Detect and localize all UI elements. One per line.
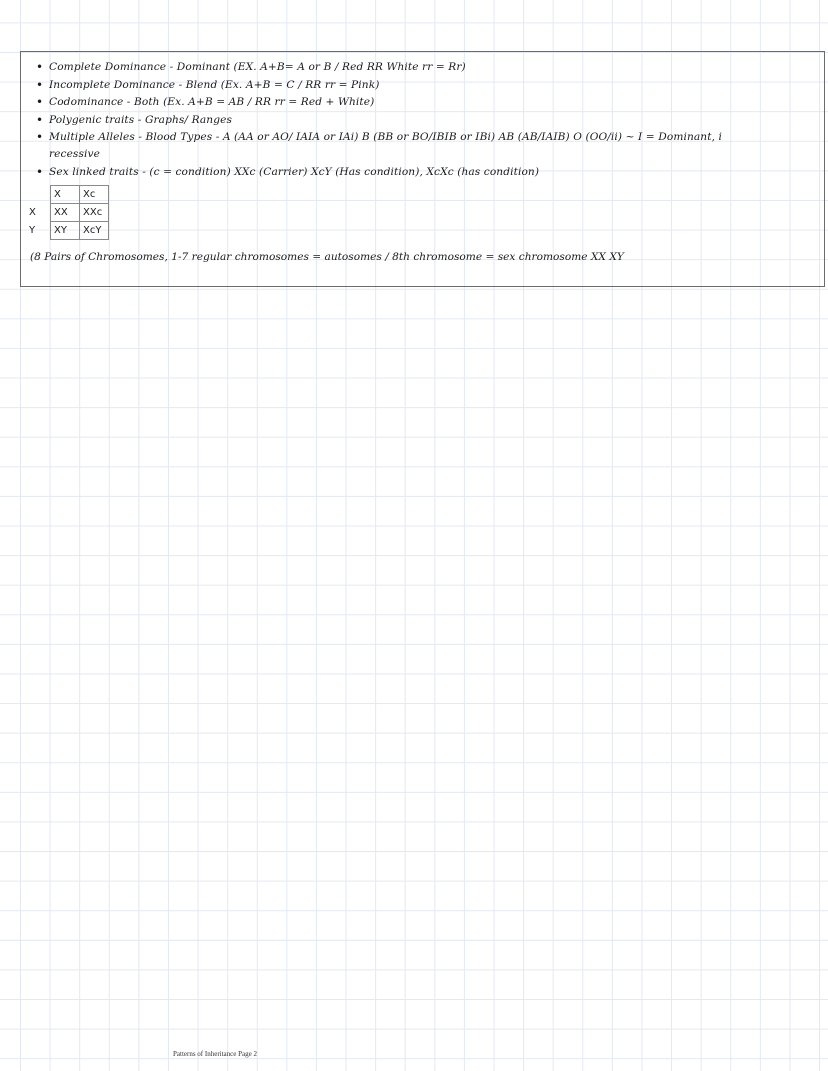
bullet-dot-icon: • <box>36 77 44 92</box>
punnett-corner-blank <box>26 186 51 204</box>
bullet-dot-icon: • <box>36 95 44 110</box>
bullet-text: Complete Dominance - Dominant (EX. A+B= A or B / Red RR White rr = Rr) <box>49 61 466 73</box>
bullet-dot-icon: • <box>36 130 44 145</box>
notes-bullet-list <box>34 59 820 181</box>
bullet-codominance <box>34 94 820 112</box>
bullet-text: Codominance - Both (Ex. A+B = AB / RR rr = Red + White) <box>49 96 375 109</box>
punnett-row-header: X <box>29 207 36 218</box>
bullet-multiple-alleles <box>34 129 820 163</box>
bullet-text: Multiple Alleles - Blood Types - A (AA or AO/ IAIA or IAi) B (BB or BO/IBIB or IBi) AB (AB/IAIB) O (OO/ii) ~ I = Dominant, i <box>49 131 722 144</box>
punnett-header-row <box>26 186 109 204</box>
bullet-text: Sex linked traits - (c = condition) XXc (Carrier) XcY (Has condition), XcXc (has condition) <box>49 165 540 178</box>
punnett-cell: XcY <box>80 222 109 240</box>
punnett-cell: XY <box>51 222 80 240</box>
punnett-col-header: Xc <box>80 186 109 204</box>
bullet-text-continuation: recessive <box>49 147 100 160</box>
punnett-cell: XXc <box>80 204 109 222</box>
punnett-square <box>26 185 109 240</box>
punnett-row <box>26 222 109 240</box>
bullet-incomplete-dominance <box>34 77 820 95</box>
bullet-polygenic-traits <box>34 112 820 130</box>
page-footer-label: Patterns of Inheritance Page 2 <box>173 1050 257 1058</box>
punnett-row-header: Y <box>29 225 36 236</box>
bullet-complete-dominance <box>34 59 820 77</box>
bullet-text: Polygenic traits - Graphs/ Ranges <box>49 113 233 126</box>
punnett-col-header: X <box>51 186 80 204</box>
bullet-sex-linked-traits <box>34 164 820 182</box>
punnett-row <box>26 204 109 222</box>
bullet-dot-icon: • <box>36 164 44 179</box>
chromosome-footnote: (8 Pairs of Chromosomes, 1-7 regular chromosomes = autosomes / 8th chromosome = sex chromosome XX XY <box>30 251 624 263</box>
bullet-dot-icon: • <box>36 112 44 127</box>
bullet-text: Incomplete Dominance - Blend (Ex. A+B = C / RR rr = Pink) <box>49 78 380 91</box>
punnett-cell: XX <box>51 204 80 222</box>
bullet-dot-icon: • <box>36 60 44 74</box>
